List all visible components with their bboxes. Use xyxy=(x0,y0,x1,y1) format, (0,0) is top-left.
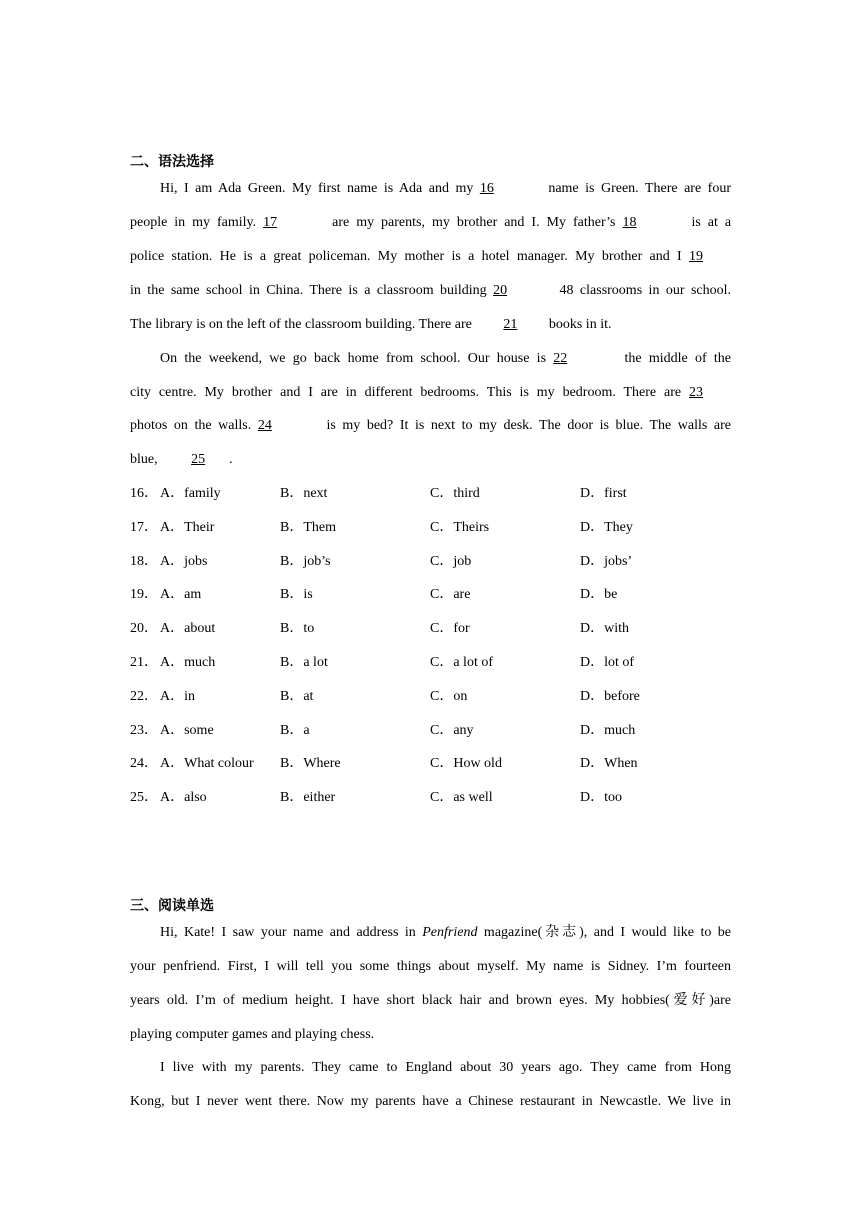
option-a: A．about xyxy=(160,621,216,636)
passage-text: . xyxy=(229,452,233,467)
option-c: C．any xyxy=(430,723,474,738)
passage-line: playing computer games and playing chess. xyxy=(130,1027,375,1042)
passage-text: are my parents, my brother and I. My father’s xyxy=(332,215,616,230)
option-c: C．third xyxy=(430,486,480,501)
option-d: D．When xyxy=(580,756,638,771)
passage-text: is my bed? It is next to my desk. The door is blue. The walls are xyxy=(326,418,732,433)
passage-line xyxy=(160,180,731,198)
option-c: C．How old xyxy=(430,756,502,771)
question-number: 25． xyxy=(130,790,158,805)
passage-line: years old. I’m of medium height. I have short black hair and brown eyes. My hobbies(爱好)are xyxy=(130,993,731,1008)
section-heading-reading: 三、阅读单选 xyxy=(130,899,214,914)
option-d: D．They xyxy=(580,520,633,535)
option-a: A．family xyxy=(160,486,221,501)
passage-text: in the same school in China. There is a classroom building xyxy=(130,283,487,298)
option-b: B．next xyxy=(280,486,328,501)
option-b: B．either xyxy=(280,790,336,805)
blank-16: 16 xyxy=(479,181,494,196)
passage-line: your penfriend. First, I will tell you some things about myself. My name is Sidney. I’m fourteen xyxy=(130,959,731,974)
question-row xyxy=(130,722,731,740)
question-row xyxy=(130,519,731,537)
option-c: C．a lot of xyxy=(430,655,493,670)
passage-line: Kong, but I never went there. Now my parents have a Chinese restaurant in Newcastle. We live in xyxy=(130,1094,731,1109)
passage-text: people in my family. xyxy=(130,215,257,230)
passage-line xyxy=(130,282,731,300)
question-number: 18． xyxy=(130,554,158,569)
passage-line xyxy=(130,248,731,266)
passage-text: 48 classrooms in our school. xyxy=(559,283,731,298)
passage-line: I live with my parents. They came to England about 30 years ago. They came from Hong xyxy=(160,1060,731,1075)
option-d: D．before xyxy=(580,689,640,704)
question-row xyxy=(130,688,731,706)
option-b: B．job’s xyxy=(280,554,331,569)
passage-text: city centre. My brother and I are in different bedrooms. This is my bedroom. There are xyxy=(130,385,682,400)
blank-20: 20 xyxy=(493,283,508,298)
blank-17: 17 xyxy=(263,215,278,230)
magazine-title: Penfriend xyxy=(422,925,478,940)
section-heading-grammar: 二、语法选择 xyxy=(130,155,214,170)
question-row xyxy=(130,654,731,672)
passage-line xyxy=(130,417,731,435)
option-a: A．also xyxy=(160,790,207,805)
passage-line xyxy=(160,350,731,368)
passage-text: magazine(杂志), and I would like to be xyxy=(477,925,732,940)
passage-line xyxy=(130,384,731,402)
blank-18: 18 xyxy=(622,215,637,230)
passage-text: On the weekend, we go back home from school. Our house is xyxy=(160,351,547,366)
option-c: C．Theirs xyxy=(430,520,490,535)
option-a: A．am xyxy=(160,587,202,602)
passage-line xyxy=(130,214,731,232)
option-d: D．be xyxy=(580,587,618,602)
question-number: 22． xyxy=(130,689,158,704)
question-number: 21． xyxy=(130,655,158,670)
passage-text: is at a xyxy=(691,215,732,230)
option-a: A．in xyxy=(160,689,195,704)
question-row xyxy=(130,553,731,571)
option-c: C．for xyxy=(430,621,470,636)
passage-line xyxy=(160,924,731,942)
option-c: C．are xyxy=(430,587,471,602)
blank-24: 24 xyxy=(257,418,272,433)
passage-text: the middle of the xyxy=(624,351,732,366)
option-a: A．Their xyxy=(160,520,215,535)
option-d: D．jobs’ xyxy=(580,554,633,569)
option-d: D．lot of xyxy=(580,655,635,670)
blank-23: 23 xyxy=(689,385,704,400)
question-number: 19． xyxy=(130,587,158,602)
passage-text: books in it. xyxy=(548,317,612,332)
option-b: B．to xyxy=(280,621,315,636)
passage-text: Hi, Kate! I saw your name and address in xyxy=(160,925,423,940)
option-c: C．on xyxy=(430,689,468,704)
question-number: 16． xyxy=(130,486,158,501)
passage-text: name is Green. There are four xyxy=(548,181,731,196)
option-d: D．first xyxy=(580,486,627,501)
option-a: A．much xyxy=(160,655,216,670)
option-b: B．at xyxy=(280,689,314,704)
passage-text: Hi, I am Ada Green. My first name is Ada and my xyxy=(160,181,474,196)
option-a: A．jobs xyxy=(160,554,208,569)
question-number: 24． xyxy=(130,756,158,771)
option-d: D．with xyxy=(580,621,629,636)
question-number: 23． xyxy=(130,723,158,738)
question-row xyxy=(130,755,731,773)
option-b: B．Them xyxy=(280,520,336,535)
passage-text: blue, xyxy=(130,452,158,467)
option-a: A．What colour xyxy=(160,756,254,771)
option-b: B．is xyxy=(280,587,313,602)
passage-text: police station. He is a great policeman. My mother is a hotel manager. My brother and I xyxy=(130,249,682,264)
question-number: 17． xyxy=(130,520,158,535)
question-row xyxy=(130,586,731,604)
option-c: C．as well xyxy=(430,790,493,805)
option-a: A．some xyxy=(160,723,214,738)
passage-line xyxy=(130,316,731,334)
option-d: D．much xyxy=(580,723,636,738)
blank-25: 25 xyxy=(191,452,206,467)
blank-22: 22 xyxy=(553,351,568,366)
blank-19: 19 xyxy=(689,249,703,264)
option-b: B．a xyxy=(280,723,310,738)
question-row xyxy=(130,620,731,638)
option-c: C．job xyxy=(430,554,472,569)
option-b: B．Where xyxy=(280,756,341,771)
question-number: 20． xyxy=(130,621,158,636)
option-b: B．a lot xyxy=(280,655,328,670)
question-row xyxy=(130,485,731,503)
option-d: D．too xyxy=(580,790,622,805)
blank-21: 21 xyxy=(503,317,518,332)
passage-text: photos on the walls. xyxy=(130,418,252,433)
question-row xyxy=(130,789,731,807)
passage-line xyxy=(130,451,731,469)
passage-text: The library is on the left of the classroom building. There are xyxy=(130,317,472,332)
